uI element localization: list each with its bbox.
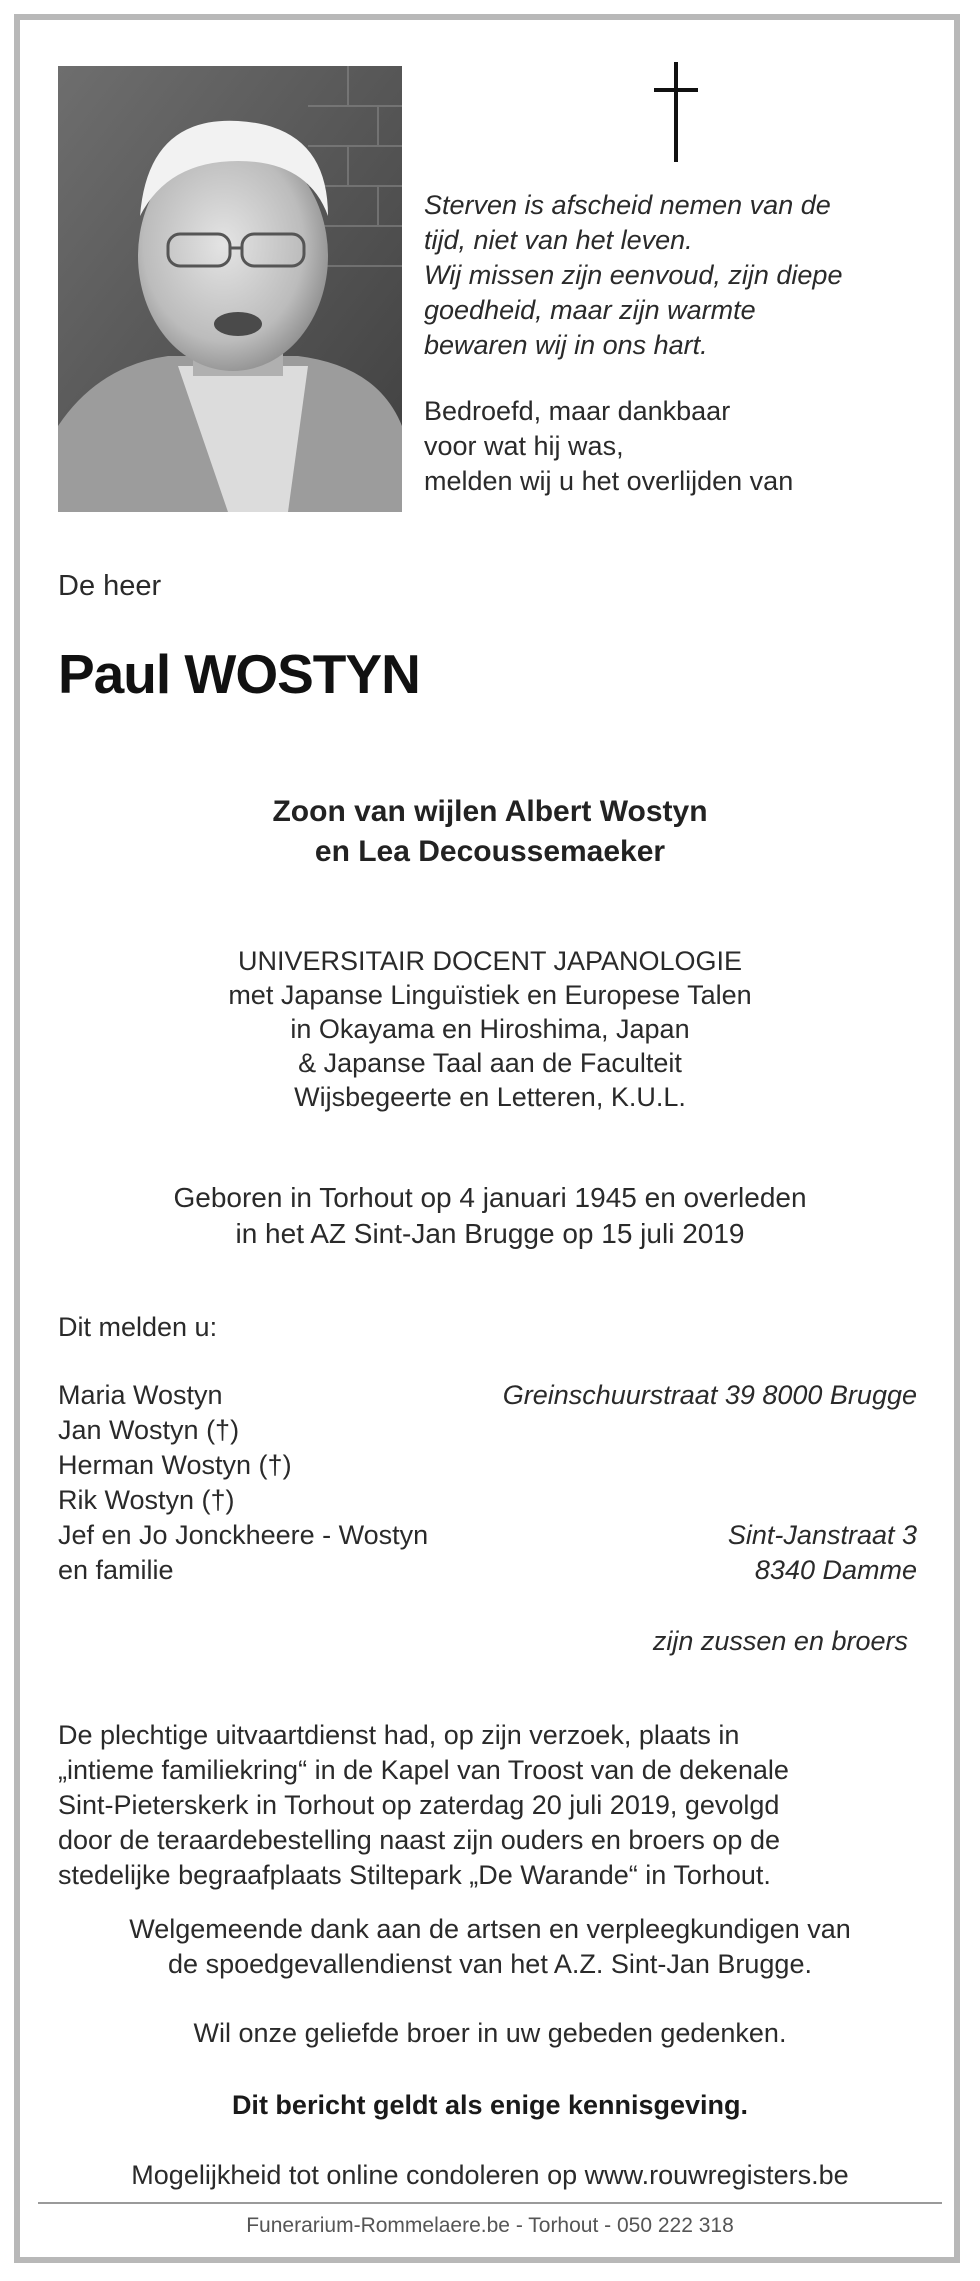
- parents-line: Zoon van wijlen Albert Wostyn: [272, 795, 708, 828]
- footer-divider: [38, 2202, 942, 2204]
- funeral-home-footer: Funerarium-Rommelaere.be - Torhout - 050 222 318: [246, 2214, 734, 2237]
- born-line: Geboren in Torhout op 4 januari 1945 en overleden: [173, 1182, 807, 1213]
- profession-line: UNIVERSITAIR DOCENT JAPANOLOGIE: [237, 946, 743, 976]
- announcer-name: en familie: [58, 1555, 174, 1585]
- service-line: „intieme familiekring“ in de Kapel van Troost van de dekenale: [58, 1755, 789, 1785]
- honorific: De heer: [58, 570, 162, 602]
- relation-label: zijn zussen en broers: [652, 1626, 908, 1656]
- deceased-name: Paul WOSTYN: [58, 643, 420, 705]
- poem-line: Wij missen zijn eenvoud, zijn diepe: [424, 260, 843, 290]
- address-brugge: Greinschuurstraat 39 8000 Brugge: [502, 1380, 917, 1410]
- announcement-intro: [424, 394, 924, 499]
- poem-line: goedheid, maar zijn warmte: [424, 295, 756, 325]
- thanks-line: Welgemeende dank aan de artsen en verpleegkundigen van: [129, 1914, 851, 1944]
- notice-line: voor wat hij was,: [424, 431, 624, 461]
- notice-line: Bedroefd, maar dankbaar: [424, 396, 731, 426]
- profession-line: met Japanse Linguïstiek en Europese Talen: [228, 980, 752, 1010]
- birth-death-info: [0, 1180, 980, 1252]
- official-notice: Dit bericht geldt als enige kennisgeving.: [231, 2090, 749, 2120]
- thanks-text: [0, 1912, 980, 1982]
- profession: [0, 944, 980, 1114]
- poem-line: tijd, niet van het leven.: [424, 225, 693, 255]
- service-line: stedelijke begraafplaats Stiltepark „De Warande“ in Torhout.: [58, 1860, 771, 1890]
- online-condolence: Mogelijkheid tot online condoleren op www.rouwregisters.be: [131, 2160, 849, 2190]
- thanks-line: de spoedgevallendienst van het A.Z. Sint-Jan Brugge.: [168, 1949, 812, 1979]
- service-line: door de teraardebestelling naast zijn ouders en broers op de: [58, 1825, 780, 1855]
- cross-icon: [646, 62, 706, 162]
- service-line: Sint-Pieterskerk in Torhout op zaterdag 20 juli 2019, gevolgd: [58, 1790, 780, 1820]
- announcer-name: Jan Wostyn (†): [58, 1415, 240, 1445]
- profession-line: & Japanse Taal aan de Faculteit: [298, 1048, 682, 1078]
- announcers-intro: Dit melden u:: [58, 1312, 218, 1342]
- announcer-name: Herman Wostyn (†): [58, 1450, 292, 1480]
- service-line: De plechtige uitvaartdienst had, op zijn verzoek, plaats in: [58, 1720, 740, 1750]
- poem-line: bewaren wij in ons hart.: [424, 330, 708, 360]
- address-damme: [728, 1518, 917, 1588]
- profession-line: in Okayama en Hiroshima, Japan: [290, 1014, 690, 1044]
- profession-line: Wijsbegeerte en Letteren, K.U.L.: [294, 1082, 686, 1112]
- prayer-text: Wil onze geliefde broer in uw gebeden gedenken.: [193, 2018, 787, 2048]
- announcer-name: Maria Wostyn: [58, 1380, 223, 1410]
- announcer-name: Jef en Jo Jonckheere - Wostyn: [58, 1520, 429, 1550]
- poem-line: Sterven is afscheid nemen van de: [424, 190, 831, 220]
- address-city: 8340 Damme: [754, 1555, 917, 1585]
- announcer-name: Rik Wostyn (†): [58, 1485, 235, 1515]
- address-street: Sint-Janstraat 3: [727, 1520, 917, 1550]
- announcers-list: [58, 1378, 428, 1588]
- funeral-service-text: [58, 1718, 928, 1893]
- parents-line: en Lea Decoussemaeker: [314, 835, 666, 868]
- parents: [0, 792, 980, 872]
- poem-text: [424, 188, 924, 363]
- notice-line: melden wij u het overlijden van: [424, 466, 794, 496]
- died-line: in het AZ Sint-Jan Brugge op 15 juli 2019: [235, 1218, 745, 1249]
- portrait-photo: [58, 66, 402, 512]
